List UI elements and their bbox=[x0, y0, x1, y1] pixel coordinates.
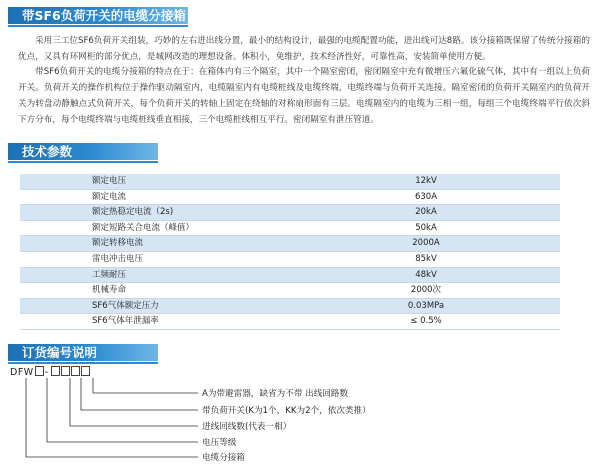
section-header-order: 订货编号说明 bbox=[8, 344, 158, 361]
param-value: 12kV bbox=[352, 174, 560, 189]
param-name: 工频耐压 bbox=[20, 267, 352, 283]
param-value: 48kV bbox=[352, 267, 560, 283]
order-label-voltage: 电压等级 bbox=[202, 438, 237, 448]
param-value: 2000次 bbox=[352, 283, 560, 299]
param-name: 额定热稳定电流（2s) bbox=[20, 205, 352, 221]
param-value: 50kA bbox=[352, 220, 560, 236]
order-label-incoming-lines: 进线回线数(代表一相） bbox=[202, 422, 292, 432]
order-code-prefix: DFW bbox=[10, 367, 34, 378]
param-name: SF6气体额定压力 bbox=[20, 298, 352, 314]
param-name: 额定短路关合电流（峰值） bbox=[20, 220, 352, 236]
param-name: 额定转移电流 bbox=[20, 236, 352, 252]
param-name: 额定电流 bbox=[20, 189, 352, 205]
leader-line bbox=[26, 378, 198, 457]
param-value: 20kA bbox=[352, 205, 560, 221]
leader-line bbox=[93, 378, 198, 393]
param-name: 额定电压 bbox=[20, 174, 352, 189]
leader-line bbox=[81, 378, 198, 410]
intro-paragraph-1: 采用三工位SF6负荷开关组装，巧妙的左右进出线分置，最小的结构设计，最强的电缆配置功能，进出线可达8路。该分接箱既保留了传统分接箱的优点，又具有环网柜的部分优点，是城网改造的理想设备。体积小，免维护，技术经济性好，可靠性高，安装简单使用方便。 bbox=[18, 36, 590, 62]
intro-paragraph-2: 带SF6负荷开关的电缆分接箱的特点在于：在箱体内有三个隔室，其中一个隔室密闭，密闭隔室中充有微增压六氟化硫气体，其中有一组以上负荷开关。负荷开关的操作机构位于操作驱动隔室内，电缆隔室内有电缆桩线及电缆终端，电缆终端与负荷开关连接。隔室密闭的负荷开关隔室内的负荷开关为转盘动静触点式负荷开关，每个负荷开关的转轴上固定在绕轴的对称扇形面有三层。电缆隔室内的电缆为三相一组，每组三个电缆终端平行依次斜下方分布，每个电缆终端与电缆桩线垂直相接，三个电缆桩线相互平行。密闭隔室有泄压管道。 bbox=[18, 67, 590, 125]
section-header-intro: 带SF6负荷开关的电缆分接箱 bbox=[8, 7, 188, 24]
order-label-load-switch: 带负荷开关(K为1个，KK为2个，依次类推） bbox=[202, 406, 371, 416]
param-value: 85kV bbox=[352, 251, 560, 267]
section-header-spec: 技术参数 bbox=[8, 143, 158, 160]
leader-line bbox=[70, 378, 198, 426]
param-value: ≤ 0.5% bbox=[352, 314, 560, 330]
param-value: 630A bbox=[352, 189, 560, 205]
order-code-dash: - bbox=[44, 367, 49, 378]
order-label-arrester: A为带避雷器，缺省为不带 出线回路数 bbox=[202, 389, 349, 399]
param-name: 机械寿命 bbox=[20, 283, 352, 299]
param-value: 2000A bbox=[352, 236, 560, 252]
param-value: 0.03MPa bbox=[352, 298, 560, 314]
param-name: 雷电冲击电压 bbox=[20, 251, 352, 267]
param-name: SF6气体年泄漏率 bbox=[20, 314, 352, 330]
order-label-cable-box: 电缆分接箱 bbox=[202, 453, 245, 463]
